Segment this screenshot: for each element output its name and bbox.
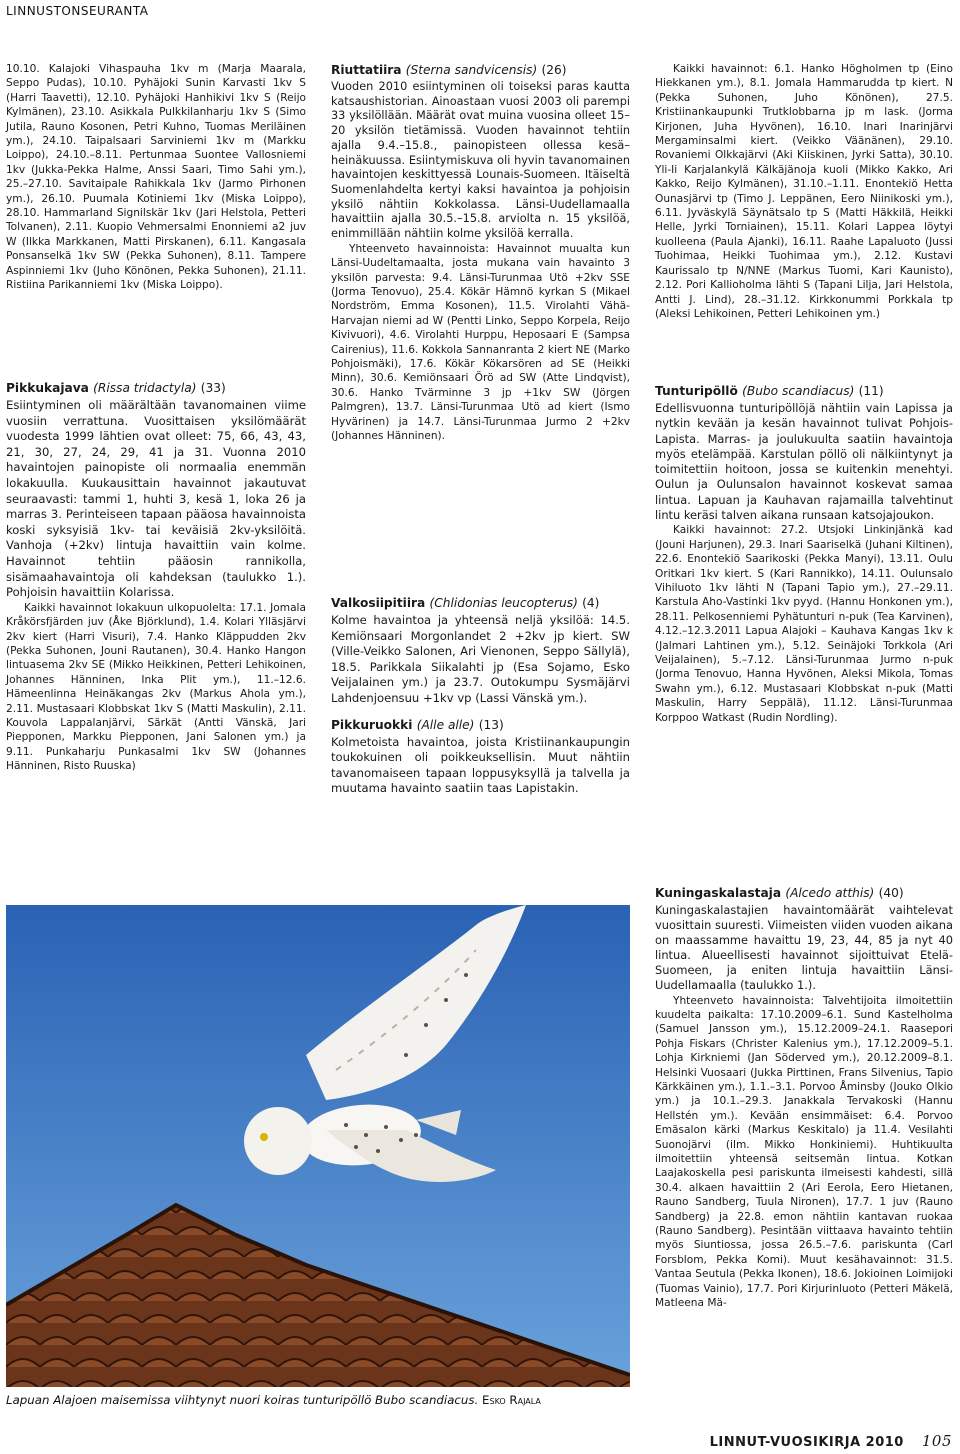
column-1-lower (6, 380, 306, 774)
column-2-lower (331, 595, 630, 797)
col2-para-1: Vuoden 2010 esiintyminen oli toiseksi paras kautta katsaushistorian. Ainoastaan vuosi 2003 oli parempi 33 yksilöllään. Määrät ovat muina vuosina olleet 15–20 yksilön tietämissä. Vuoden havainnot tehtiin ajalla 9.4.–15.8., painopisteen ollessa kesä–heinäkuussa. Esiintymiskuva oli hyvin tavanomainen havaintojen keskittyessä Lounais-Suomeen. Itäiseltä Suomenlahdelta kertyi kaksi havaintoa ja pohjoisin yksilö nähtiin Kokkolassa. Länsi-Uudellamaalla havaittiin ajalla 30.5.–15.8. arviolta n. 15 yksilöä, enimmillään nähtiin kolme yksilöä kerralla. (331, 80, 630, 241)
section-header: LINNUSTONSEURANTA (6, 4, 149, 18)
col3-para-1: Edellisvuonna tunturipöllöjä nähtiin vain Lapissa ja nytkin kevään ja kesän havainnot tulivat Pohjois-Lapista. Marras- ja joulukuulta saatiin havaintoja myös etelämpää. Karstulan pöllö oli nälkiintynyt ja toimitettiin hoitoon, jossa se kuitenkin menehtyi. Oulun ja Oulunsalon havainnot koskevat samaa lintua. Lapuan ja Kauhavan rajamailla talvehtinut lintu keräsi talven aikana runsaan katsojajoukon. (655, 401, 953, 523)
column-1 (6, 62, 306, 293)
col3-para-4: Yhteenveto havainnoista: Talvehtijoita ilmoitettiin kuudelta paikalta: 17.10.2009–6.1. Sund Kastelholma (Samuel Jansson ym.), 15.12.2009–24.1. Raasepori Pohja Fiskars (Christer Kalenius ym.), 17.12.2009–5.1. Lohja Kirkniemi (Jan Söderved ym.), 20.12.2009–8.1. Helsinki Vuosaari (Jukka Pirttinen, Frans Silvenius, Tapio Kärkkäinen ym.), 1.1.–3.1. Porvoo Åminsby (Jouko Olkio ym.) ja 10.1.–29.3. Janakkala Tervakoski (Hannu Hellstén ym.). Kevään ensimmäiset: 6.4. Porvoo Emäsalon kärki (Markus Keskitalo) ja 11.4. Vesilahti Suonojärvi (ilm. Mikko Honkiniemi). Huhtikuulta ilmoitettiin yhteensä seitsemän lintua. Kotkan Laajakoskella pesi pariskunta ilmeisesti kahdesti, sillä 30.4. alkaen havaittiin 2 (Ari Eerola, Eero Hietanen, Rauno Sandberg, Tuula Nironen), 17.7. 1 juv (Rauno Sandberg) ja 22.8. emon nähtiin kantavan ruokaa (Rauno Sandberg). Pesintään viittaava havainto tehtiin myös Siuntiossa, jossa 26.5.–7.6. pariskunta (Carl Forsblom, Pekka Komi). Muut kesähavainnot: 31.5. Vantaa Seutula (Pekka Ikonen), 18.6. Jokioinen Loimijoki (Tuomas Vainio), 17.7. Pori Kirjurinluoto (Petteri Mäkelä, Matleena Mä- (655, 994, 953, 1310)
col2-para-2: Yhteenveto havainnoista: Havainnot muualta kun Länsi-Uudeltamaalta, josta mukana vain havainto 3 yksilön parvesta: 9.4. Länsi-Turunmaa Utö +2kv SSE (Jorma Tenovuo), 25.4. Kökär Hämnö kyrkan S (Mikael Nordström, Emma Kosonen), 11.5. Virolahti Vähä-Harvajan niemi ad W (Pentti Linko, Seppo Korpela, Reijo Kivivuori), 4.6. Virolahti Hurppu, Heposaari E (Sampsa Cairenius), 11.6. Kokkola Sannanranta 2 kiert NE (Marko Pohjoismäki), 17.6. Kökär Kökarsören ad SE (Heikki Minn), 30.6. Kemiönsaari Örö ad SW (Atte Lindqvist), 30.6. Hanko Tvärminne 3 jp +1kv SW (Jörgen Palmgren), 13.7. Länsi-Turunmaa Utö ad kiert (Ismo Hyvärinen) ja 14.7. Länsi-Turunmaa Jurmo 2 +2kv (Johannes Hänninen). (331, 242, 630, 443)
column-3-lower-2 (655, 885, 953, 1311)
heading-valkosiipitiira: Valkosiipitiira (Chlidonias leucopterus) (4) (331, 596, 600, 610)
page-footer (710, 1432, 952, 1450)
photo-caption: Lapuan Alajoen maisemissa viihtynyt nuori koiras tunturipöllö Bubo scandiacus. Esko Rajala (6, 1393, 541, 1407)
owl-head (244, 1107, 312, 1175)
column-3-lower (655, 383, 953, 725)
col3-para-3: Kuningaskalastajien havaintomäärät vaihtelevat vuosittain suuresti. Viimeisten viiden vuoden aikana on maassamme havaittu 19, 23, 44, 85 ja nyt 40 lintua. Alueellisesti havainnot sijoittuivat Etelä-Suomeen, ja eniten lintuja havaittiin Länsi-Uudellamaalla (taulukko 1.). (655, 903, 953, 993)
heading-pikkukajava: Pikkukajava (Rissa tridactyla) (33) (6, 381, 226, 395)
column-2 (331, 62, 630, 443)
col1-para-2: Kaikki havainnot lokakuun ulkopuolelta: 17.1. Jomala Kråkörsfjärden juv (Åke Björklund), 1.4. Kolari Ylläsjärvi 2kv kiert (Harri Visuri), 7.4. Hanko Kläppudden 2kv (Pekka Suhonen, Jouni Rautanen), 30.4. Hanko Hangon lintuasema 2kv SE (Mikko Heikkinen, Petteri Lehikoinen, Johannes Hänninen, Inka Plit ym.), 11.–12.6. Hämeenlinna Heinäkangas 2kv (Markus Ahola ym.), 2.11. Mustasaari Klobbskat 1kv S (Matti Maskulin), 2.11. Kouvola Lappalanjärvi, Särkät (Antti Vänskä, Jari Piepponen, Markku Piepponen, Jani Salonen ym.) ja 9.11. Punkaharju Punkasalmi 1kv SW (Johannes Hänninen, Risto Ruuska) (6, 601, 306, 773)
col2-para-3: Kolme havaintoa ja yhteensä neljä yksilöä: 14.5. Kemiönsaari Morgonlandet 2 +2kv jp kiert. SW (Ville-Veikko Salonen, Ari Vienonen, Seppo Sällylä), 18.5. Parikkala Siikalahti jp (Esa Sojamo, Esko Veijalainen ym.) ja 23.7. Outokumpu Sysmäjärvi Lahdenjoensuu +1kv vp (Lassi Vänskä ym.). (331, 613, 630, 705)
page-number: 105 (921, 1432, 952, 1450)
column-3 (655, 62, 953, 321)
snowy-owl-photo (6, 905, 630, 1387)
owl-eye (260, 1133, 268, 1141)
col1-para-1: Esiintyminen oli määrältään tavanomainen viime vuosiin verrattuna. Vuosittaisen yksilömäärät vuodesta 1999 lähtien ovat olleet: 75, 66, 43, 43, 21, 30, 27, 24, 29, 41 ja 31. Vuonna 2010 havaintojen painopiste oli normaalia enemmän lokakuulla. Kuukausittain havainnot jakautuvat seuraavasti: tammi 1, huhti 3, kesä 1, loka 26 ja marras 3. Perinteiseen tapaan pääosa havainnoista koski syksyisiä 1kv- tai keväisiä 2kv-yksilöitä. Vanhoja (+2kv) lintuja havaittiin vain kolme. Havainnot tehtiin pääosin rannikolla, sisämaahavaintoja oli kahdeksan (taulukko 1.). Pohjoisin havaittiin Kolarissa. (6, 398, 306, 600)
heading-riuttatiira: Riuttatiira (Sterna sandvicensis) (26) (331, 63, 567, 77)
footer-title: LINNUT-VUOSIKIRJA 2010 (709, 1435, 904, 1450)
heading-tunturipollo: Tunturipöllö (Bubo scandiacus) (11) (655, 384, 884, 398)
col3-para-2: Kaikki havainnot: 27.2. Utsjoki Linkinjänkä kad (Jouni Harjunen), 29.3. Inari Saariselkä (Juhani Kiltinen), 22.6. Enontekiö Saarikoski (Pekka Manyi), 13.11. Oulu Oritkari 1kv kiert. S (Kari Rannikko), 14.11. Oulunsalo Vihiluoto 1kv lähti N (Tapani Tapio ym.), 27.–29.11. Karstula Aho-Vastinki 1kv pyyd. (Hannu Honkonen ym.), 28.11. Pelkosenniemi Pyhätunturi n-puk (Tea Karvinen), 4.12.–12.3.2011 Lapua Alajoki – Kauhava Kangas 1kv k (Jalmari Lahtinen ym.), 5.12. Seinäjoki Torkkola (Ari Veijalainen), 5.–7.12. Länsi-Turunmaa Jurmo n-puk (Jorma Tenovuo, Hanna Hyvönen, Aleksi Mikola, Tomas Swahn ym.), 6.12. Mustasaari Klobbskat n-puk (Matti Maskulin, Harry Seppälä), 11.12. Länsi-Turunmaa Korppoo Watkast (Rudin Nordling). (655, 524, 953, 724)
col3-para-0: Kaikki havainnot: 6.1. Hanko Högholmen tp (Eino Hiekkanen ym.), 8.1. Jomala Hammarudda tp kiert. N (Pekka Suhonen, Juho Könönen), 27.5. Kristiinankaupunki Trutklobbarna jp m lask. (Jorma Kirjonen, Juha Hyvönen), 16.10. Inari Inarinjärvi Mergaminsalmi kiert. (Veikko Väänänen), 29.10. Rovaniemi Olkkajärvi (Aki Kiiskinen, Jyrki Satta), 30.10. Yli-Ii Karjalankylä Kälkäjänoja kuoli (Mikko Kakko, Ari Kakko, Reijo Kylmänen), 31.10.–1.11. Enontekiö Hetta Ounasjärvi tp (Timo J. Leppänen, Eero Niinikoski ym.), 6.11. Jyväskylä Säynätsalo tp S (Matti Häkkilä, Heikki Helle, Jyrki Torniainen), 15.11. Kolari Lappea löytyi kuolleena (Paula Ajanki), 16.11. Raahe Lapaluoto (Jussi Tuohimaa, Heikki Tuohimaa ym.), 2.12. Kustavi Kaurissalo tp N/NNE (Markus Tuomi, Kari Kaunisto), 2.12. Pori Kallioholma lähti S (Tapani Lilja, Jari Helstola, Antti J. Lind), 28.–31.12. Kirkkonummi Porkkala tp (Aleksi Lehikoinen, Petteri Lehikoinen ym.) (655, 63, 953, 320)
heading-pikkuruokki: Pikkuruokki (Alle alle) (13) (331, 717, 504, 732)
photo-illustration (6, 905, 630, 1387)
heading-kuningaskalastaja: Kuningaskalastaja (Alcedo atthis) (40) (655, 886, 904, 900)
col2-para-4: Kolmetoista havaintoa, joista Kristiinankaupungin toukokuinen oli poikkeuksellisin. Muut nähtiin tavanomaiseen tapaan loppusyksyllä ja talvella ja muutama havainto saatiin taas Lapistakin. (331, 734, 630, 796)
col1-intro: 10.10. Kalajoki Vihaspauha 1kv m (Marja Maarala, Seppo Pudas), 10.10. Pyhäjoki Sunin Karvasti 1kv S (Harri Taavetti), 12.10. Pyhäjoki Hanhikivi 1kv S (Reijo Kylmänen), 23.10. Asikkala Pulkkilanharju 1kv S (Simo Jutila, Rauno Kosonen, Petri Kuhno, Tuomas Meriläinen ym.), 24.10. Taipalsaari Sarviniemi 1kv m (Markku Loippo), 24.10.–8.11. Pertunmaa Suontee Vallosniemi 1kv (Jukka-Pekka Halme, Anssi Saari, Timo Sahi ym.), 25.–27.10. Savitaipale Rahikkala 1kv (Jarmo Pirhonen ym.), 26.10. Puumala Kotiniemi 1kv (Miska Loippo), 28.10. Hammarland Signilskär 1kv (Jari Helstola, Petteri Tolvanen), 2.11. Kuopio Vehmersalmi Enonniemi a2 juv W (Ilkka Markkanen, Matti Pirskanen), 6.11. Kangasala Ponsanselkä 1kv SW (Pekka Suhonen), 8.11. Tampere Aspinniemi 1kv (Juho Könönen, Pekka Suhonen), 21.11. Ristiina Parikanniemi 1kv (Miska Loippo). (6, 63, 306, 292)
